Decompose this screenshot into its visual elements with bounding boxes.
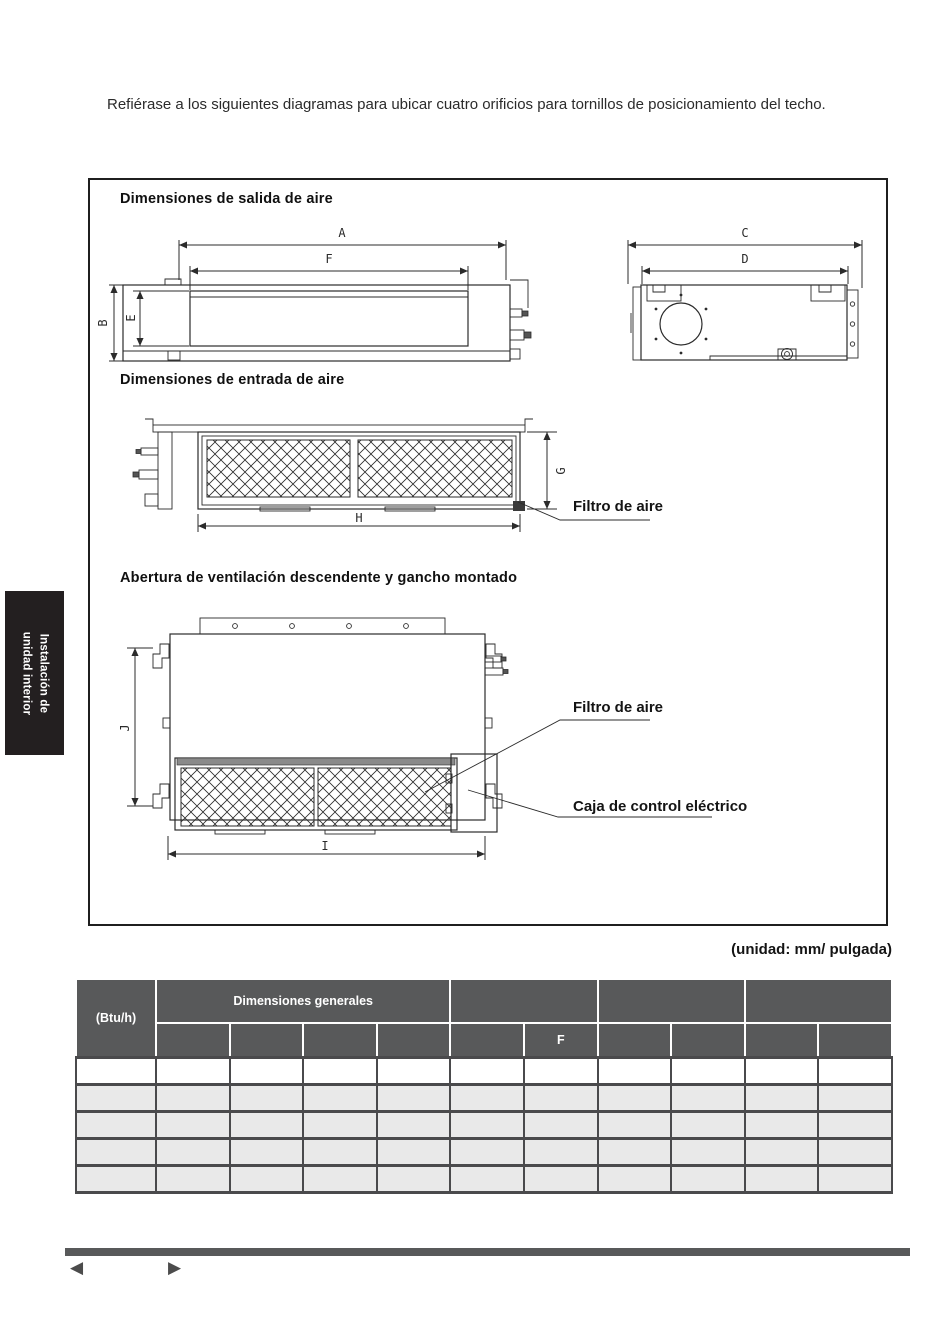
table-cell [745,1138,819,1165]
group-header-2 [450,979,597,1023]
table-cell [377,1165,451,1192]
table-cell [230,1138,304,1165]
table-cell [303,1165,377,1192]
table-cell [745,1111,819,1138]
table-row [76,1084,892,1111]
dim-E: E [124,314,138,322]
table-cell [377,1138,451,1165]
dim-J: J [118,724,132,732]
table-cell [745,1084,819,1111]
table-cell [450,1084,524,1111]
sidebar-tab-line2: unidad interior [20,631,33,715]
dim-A: A [338,226,346,240]
table-cell [450,1111,524,1138]
sub-header [230,1023,304,1057]
dim-G: G [554,467,568,475]
prev-page-button[interactable]: ◀ [70,1258,84,1277]
table-cell [524,1111,598,1138]
sidebar-tab-text [5,591,64,755]
air-filter-label: Filtro de aire [573,699,664,716]
table-cell [156,1138,230,1165]
table-row [76,1111,892,1138]
table-cell [76,1111,156,1138]
air-filter-label: Filtro de aire [573,498,664,515]
table-cell [598,1165,672,1192]
sidebar-tab-line1: Instalación de [37,633,50,713]
table-cell [598,1111,672,1138]
table-body [76,1057,892,1192]
table-cell [671,1057,745,1084]
dim-B: B [96,319,110,327]
table-cell [598,1057,672,1084]
sub-header [671,1023,745,1057]
table-cell [818,1138,892,1165]
table-cell [450,1057,524,1084]
sub-header [377,1023,451,1057]
sub-header [450,1023,524,1057]
table-cell [156,1165,230,1192]
table-row [76,1138,892,1165]
table-cell [524,1138,598,1165]
sub-header [745,1023,819,1057]
table-row [76,1165,892,1192]
btu-header: (Btu/h) [76,979,156,1057]
outlet-side-view [628,226,862,360]
table-cell [156,1057,230,1084]
table-cell [524,1084,598,1111]
table-cell [524,1165,598,1192]
table-cell [450,1165,524,1192]
table-cell [230,1084,304,1111]
table-cell [76,1084,156,1111]
next-page-button[interactable]: ▶ [168,1258,182,1277]
sub-header-f: F [524,1023,598,1057]
group-header-3 [598,979,745,1023]
inlet-dimensions-diagram [95,406,885,546]
table-cell [377,1084,451,1111]
table-cell [598,1138,672,1165]
unit-note: (unidad: mm/ pulgada) [731,941,892,958]
table-cell [76,1138,156,1165]
diagram-box [88,178,888,926]
outlet-front-view [96,226,531,361]
table-cell [303,1138,377,1165]
control-box-label: Caja de control eléctrico [573,798,748,815]
table-cell [230,1111,304,1138]
table-cell [671,1084,745,1111]
dimensions-table [75,978,893,1194]
sub-header [818,1023,892,1057]
footer-divider-bar [65,1248,910,1256]
dim-I: I [321,839,329,853]
table-cell [230,1165,304,1192]
table-cell [156,1084,230,1111]
group-header-general: Dimensiones generales [156,979,450,1023]
sub-header [598,1023,672,1057]
table-cell [745,1057,819,1084]
table-cell [230,1057,304,1084]
table-cell [671,1138,745,1165]
dim-F: F [325,252,333,266]
dim-D: D [741,252,749,266]
sub-header [156,1023,230,1057]
table-cell [377,1111,451,1138]
section-title-inlet: Dimensiones de entrada de aire [120,372,345,388]
intro-paragraph: Refiérase a los siguientes diagramas para ubicar cuatro orificios para tornillos de posicionamiento del techo. [107,96,826,113]
table-cell [303,1111,377,1138]
table-row [76,1057,892,1084]
table-cell [818,1057,892,1084]
table-cell [818,1165,892,1192]
table-cell [671,1165,745,1192]
table-cell [76,1165,156,1192]
inlet-bottom-view [133,419,663,532]
table-cell [818,1084,892,1111]
table-cell [671,1111,745,1138]
table-cell [745,1165,819,1192]
table-cell [76,1057,156,1084]
table-cell [598,1084,672,1111]
table-cell [156,1111,230,1138]
outlet-dimensions-diagram [95,218,885,370]
table-cell [303,1084,377,1111]
sidebar-tab-instalacion [5,591,64,755]
table-cell [450,1138,524,1165]
group-header-4 [745,979,892,1023]
dim-C: C [741,226,749,240]
table-cell [524,1057,598,1084]
table-cell [818,1111,892,1138]
vent-top-view [118,618,747,860]
section-title-outlet: Dimensiones de salida de aire [120,191,333,207]
table-cell [303,1057,377,1084]
sub-header [303,1023,377,1057]
section-title-vent: Abertura de ventilación descendente y gancho montado [120,570,518,586]
dim-H: H [355,511,363,525]
table-cell [377,1057,451,1084]
vent-opening-diagram [95,608,885,876]
